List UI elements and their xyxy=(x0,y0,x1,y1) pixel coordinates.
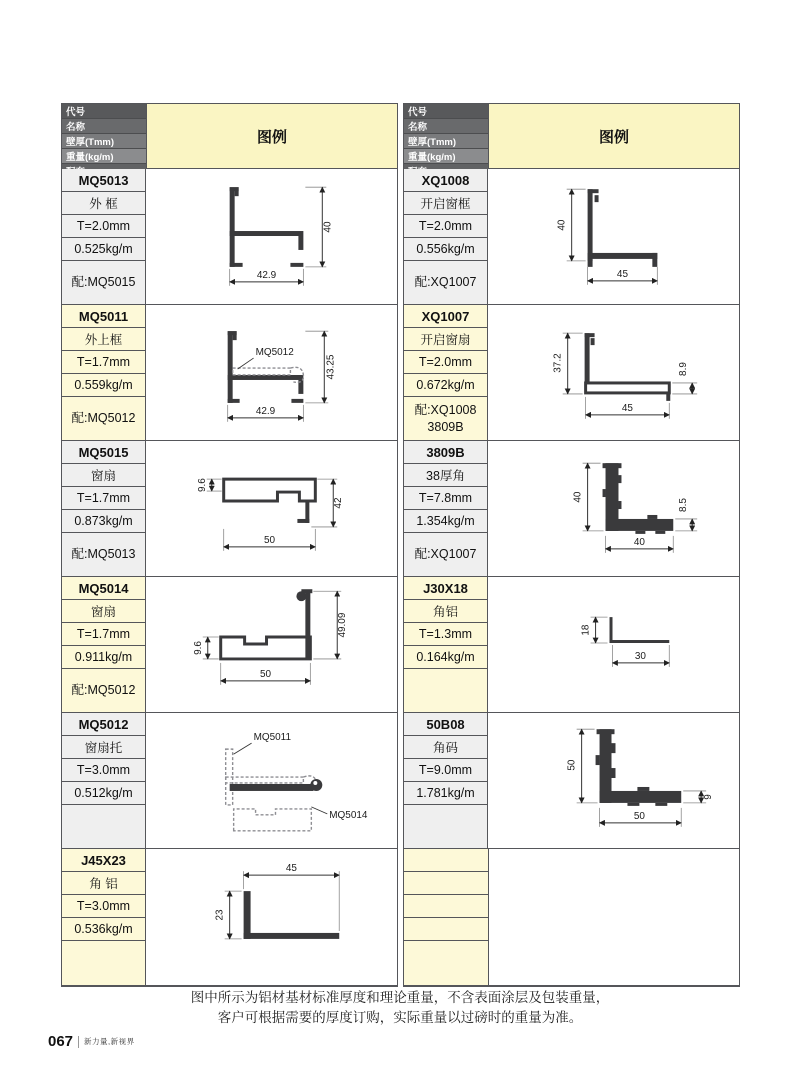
thickness-cell xyxy=(404,895,488,918)
block-info xyxy=(404,169,488,304)
thickness-cell: T=7.8mm xyxy=(404,487,487,510)
dim-label-width: 45 xyxy=(616,268,629,280)
dim-label-height: 50 xyxy=(566,759,578,771)
match-cell: 配:MQ5012 xyxy=(62,397,145,440)
match-cell xyxy=(404,669,487,712)
weight-cell: 1.781kg/m xyxy=(404,782,487,805)
diagram-cell xyxy=(146,305,397,440)
dim-label-height: 18 xyxy=(580,624,592,636)
thickness-cell: T=2.0mm xyxy=(404,215,487,238)
dim-label-width: 50 xyxy=(259,668,272,680)
thickness-cell: T=9.0mm xyxy=(404,759,487,782)
legend-header: 图例 xyxy=(147,104,397,168)
dim-label-height: 42 xyxy=(333,497,345,509)
header-labels xyxy=(404,104,489,168)
match-cell xyxy=(404,397,487,440)
profile-diagram-mq5014 xyxy=(146,577,397,712)
block-info xyxy=(404,713,488,848)
block-info xyxy=(404,849,489,985)
dim-label-left: 9.6 xyxy=(192,641,204,655)
diagram-cell xyxy=(146,849,397,985)
diagram-cell xyxy=(488,169,739,304)
profile-table-right xyxy=(403,103,740,987)
code-cell: MQ5011 xyxy=(62,305,145,328)
name-cell: 角铝 xyxy=(404,600,487,623)
header-row-code: 代号 xyxy=(62,104,146,119)
code-cell: 3809B xyxy=(404,441,487,464)
block-info xyxy=(404,441,488,576)
diagram-cell xyxy=(488,305,739,440)
block-info xyxy=(62,305,146,440)
match-cell xyxy=(62,941,145,985)
dim-label-height: 23 xyxy=(214,909,226,921)
annotation-leader xyxy=(238,358,254,369)
profile-diagram-j45x23 xyxy=(146,849,397,984)
match-cell xyxy=(404,941,488,985)
weight-cell: 0.164kg/m xyxy=(404,646,487,669)
profile-diagram-mq5011 xyxy=(146,305,397,440)
page-footer-divider xyxy=(78,1036,79,1048)
name-cell: 窗扇 xyxy=(62,600,145,623)
header-row-weight: 重量(kg/m) xyxy=(62,149,146,164)
match-cell: 配:XQ1007 xyxy=(404,533,487,576)
diagram-cell xyxy=(146,577,397,712)
profile-diagram-3809b xyxy=(488,441,739,576)
profile-shape xyxy=(588,189,658,267)
diagram-cell xyxy=(488,441,739,576)
right-blocks xyxy=(404,169,739,985)
dim-label-height: 43.25 xyxy=(325,354,337,380)
dim-label-width: 42.9 xyxy=(256,269,277,281)
block-info xyxy=(404,305,488,440)
weight-cell: 0.672kg/m xyxy=(404,374,487,397)
weight-cell: 0.512kg/m xyxy=(62,782,145,805)
block-xq1007 xyxy=(404,305,739,441)
code-cell: MQ5015 xyxy=(62,441,145,464)
diagram-cell xyxy=(488,577,739,712)
dim-label-height: 37.2 xyxy=(552,353,564,373)
dim-label-width: 30 xyxy=(634,650,646,662)
dim-label-width: 50 xyxy=(263,534,276,546)
profile-diagram-50b08 xyxy=(488,713,739,848)
block-mq5014 xyxy=(62,577,397,713)
dim-label-width: 45 xyxy=(621,402,633,414)
name-cell: 开启窗框 xyxy=(404,192,487,215)
thickness-cell: T=1.3mm xyxy=(404,623,487,646)
block-mq5015 xyxy=(62,441,397,577)
name-cell: 开启窗扇 xyxy=(404,328,487,351)
block-info xyxy=(62,169,146,304)
thickness-cell: T=2.0mm xyxy=(62,215,145,238)
dim-label-width: 42.9 xyxy=(255,405,276,417)
match-line-2: 3809B xyxy=(427,419,464,434)
annotation-leader-bottom xyxy=(311,807,327,814)
weight-cell: 1.354kg/m xyxy=(404,510,487,533)
header-row-thickness: 壁厚(Tmm) xyxy=(62,134,146,149)
thickness-cell: T=3.0mm xyxy=(62,895,145,918)
table-header-left xyxy=(62,104,397,169)
dim-label-height: 40 xyxy=(556,219,568,231)
block-info xyxy=(404,577,488,712)
code-cell: MQ5012 xyxy=(62,713,145,736)
block-j45x23 xyxy=(62,849,397,985)
profile-diagram-xq1008 xyxy=(488,169,739,304)
dim-label-width: 50 xyxy=(633,810,645,822)
diagram-cell xyxy=(146,169,397,304)
table-header-right xyxy=(404,104,739,169)
footer-note-line-2: 客户可根据需要的厚度订购，实际重量以过磅时的重量为准。 xyxy=(217,1010,583,1025)
name-cell: 外上框 xyxy=(62,328,145,351)
thickness-cell: T=1.7mm xyxy=(62,351,145,374)
weight-cell: 0.911kg/m xyxy=(62,646,145,669)
header-row-weight: 重量(kg/m) xyxy=(404,149,488,164)
page-tagline: 新力量,新视界 xyxy=(84,1037,135,1046)
name-cell: 窗扇托 xyxy=(62,736,145,759)
weight-cell: 0.525kg/m xyxy=(62,238,145,261)
match-cell: 配:MQ5012 xyxy=(62,669,145,712)
profile-diagram-mq5015 xyxy=(146,441,397,576)
dim-label-width: 45 xyxy=(285,863,297,875)
mated-profile-dashed xyxy=(233,367,304,382)
annotation-leader-top xyxy=(234,743,252,754)
annotation-label-top: MQ5011 xyxy=(253,732,292,744)
dim-label-width: 40 xyxy=(633,536,645,548)
header-row-code: 代号 xyxy=(404,104,488,119)
profile-shape xyxy=(230,187,304,267)
header-row-name: 名称 xyxy=(62,119,146,134)
diagram-cell xyxy=(146,441,397,576)
weight-cell: 0.873kg/m xyxy=(62,510,145,533)
left-blocks xyxy=(62,169,397,985)
mated-profile-mq5014-dashed xyxy=(234,809,312,831)
code-cell: MQ5013 xyxy=(62,169,145,192)
profile-shape xyxy=(221,589,313,659)
match-line-1: 配:XQ1008 xyxy=(414,403,477,418)
profile-shape xyxy=(230,779,323,791)
code-cell: 50B08 xyxy=(404,713,487,736)
weight-cell: 0.559kg/m xyxy=(62,374,145,397)
header-labels xyxy=(62,104,147,168)
match-cell: 配:MQ5013 xyxy=(62,533,145,576)
dim-label-height: 49.09 xyxy=(337,612,349,638)
weight-cell: 0.536kg/m xyxy=(62,918,145,941)
weight-cell: 0.556kg/m xyxy=(404,238,487,261)
footer-note-line-1: 图中所示为铝材基材标准厚度和理论重量，不含表面涂层及包装重量， xyxy=(190,990,610,1005)
block-xq1008 xyxy=(404,169,739,305)
profile-shape xyxy=(610,617,670,643)
dim-label-height: 40 xyxy=(322,221,334,233)
dim-label-top: 9.6 xyxy=(196,478,208,493)
dim-label-side: 9 xyxy=(703,794,715,800)
profile-diagram-j30x18 xyxy=(488,577,739,712)
match-cell: 配:MQ5015 xyxy=(62,261,145,304)
name-cell xyxy=(404,872,488,895)
thickness-cell: T=1.7mm xyxy=(62,487,145,510)
code-cell xyxy=(404,849,488,872)
block-info xyxy=(62,849,146,985)
header-row-name: 名称 xyxy=(404,119,488,134)
diagram-cell xyxy=(489,849,739,985)
profile-diagram-mq5013 xyxy=(146,169,397,304)
page-footer xyxy=(48,1033,135,1050)
annotation-label: MQ5012 xyxy=(255,347,294,359)
legend-header: 图例 xyxy=(489,104,739,168)
block-info xyxy=(62,577,146,712)
diagram-cell xyxy=(488,713,739,848)
match-cell: 配:XQ1007 xyxy=(404,261,487,304)
profile-shape xyxy=(596,729,682,806)
annotation-label-bottom: MQ5014 xyxy=(329,809,368,821)
page-number: 067 xyxy=(48,1033,74,1050)
weight-cell xyxy=(404,918,488,941)
profile-table-left xyxy=(61,103,398,987)
thickness-cell: T=3.0mm xyxy=(62,759,145,782)
name-cell: 外 框 xyxy=(62,192,145,215)
name-cell: 角 铝 xyxy=(62,872,145,895)
block-mq5013 xyxy=(62,169,397,305)
mated-profile-mq5011-dashed xyxy=(226,749,317,805)
profile-shape xyxy=(244,891,340,939)
match-cell xyxy=(404,805,487,848)
block-info xyxy=(62,441,146,576)
block-50b08 xyxy=(404,713,739,849)
code-cell: J30X18 xyxy=(404,577,487,600)
code-cell: J45X23 xyxy=(62,849,145,872)
dim-label-side: 8.9 xyxy=(678,362,690,376)
assembly-diagram-mq5012 xyxy=(146,713,397,848)
dim-label-side: 8.5 xyxy=(678,498,690,512)
profile-diagram-xq1007 xyxy=(488,305,739,440)
block-3809b xyxy=(404,441,739,577)
dim-label-height: 40 xyxy=(572,491,584,503)
code-cell: XQ1007 xyxy=(404,305,487,328)
thickness-cell: T=2.0mm xyxy=(404,351,487,374)
profile-shape xyxy=(603,463,674,534)
block-j30x18 xyxy=(404,577,739,713)
code-cell: MQ5014 xyxy=(62,577,145,600)
block-mq5011 xyxy=(62,305,397,441)
diagram-cell xyxy=(146,713,397,848)
name-cell: 角码 xyxy=(404,736,487,759)
code-cell: XQ1008 xyxy=(404,169,487,192)
catalog-tables xyxy=(61,103,740,987)
thickness-cell: T=1.7mm xyxy=(62,623,145,646)
name-cell: 38厚角 xyxy=(404,464,487,487)
profile-shape xyxy=(585,333,671,401)
block-mq5012 xyxy=(62,713,397,849)
name-cell: 窗扇 xyxy=(62,464,145,487)
profile-shape xyxy=(224,479,316,523)
header-row-thickness: 壁厚(Tmm) xyxy=(404,134,488,149)
block-info xyxy=(62,713,146,848)
match-cell xyxy=(62,805,145,848)
footer-note xyxy=(0,988,800,1028)
block-empty xyxy=(404,849,739,985)
